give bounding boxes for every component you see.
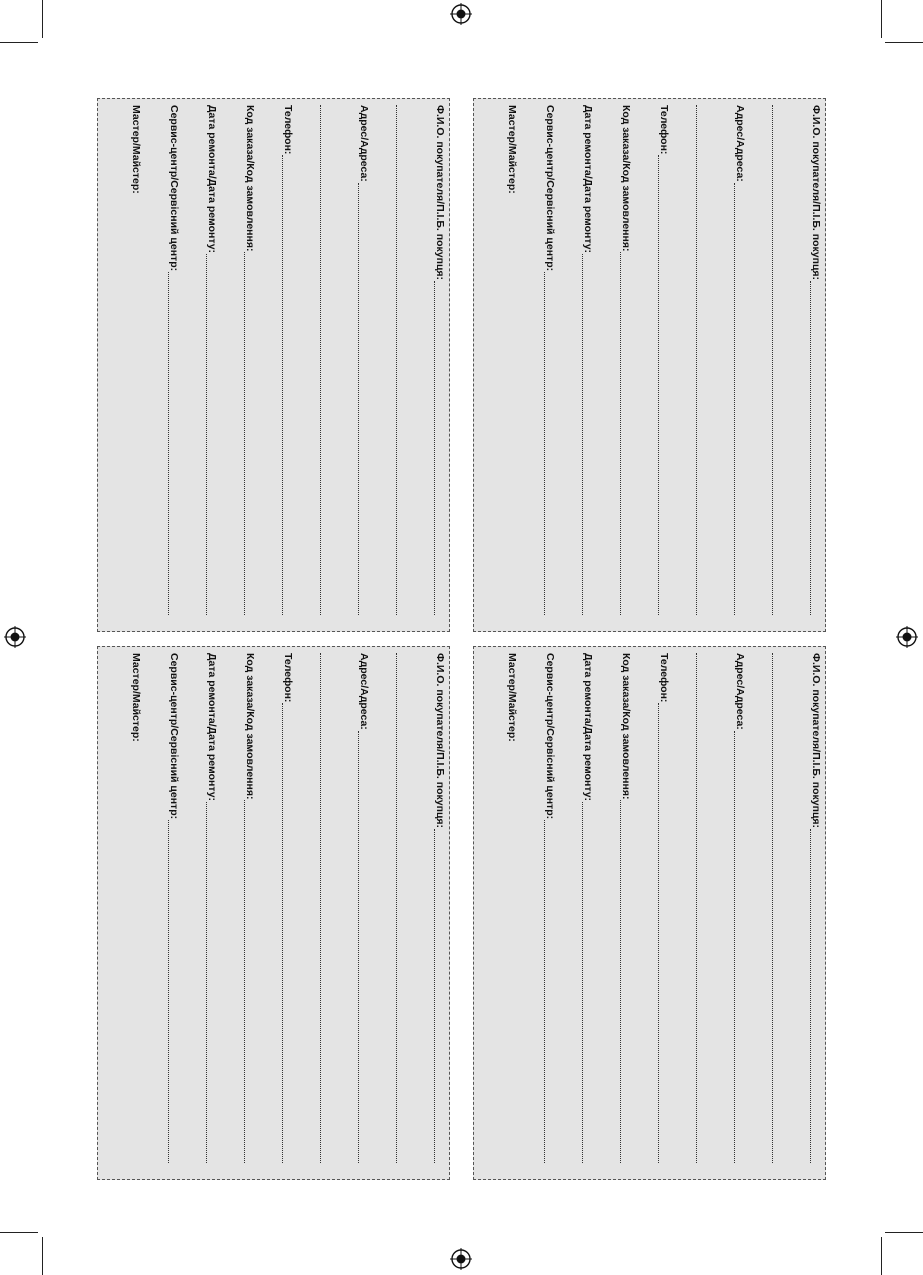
repair-date-field[interactable]: Дата ремонта/Дата ремонту:: [582, 105, 597, 615]
fill-line: [582, 802, 594, 1163]
repair-coupon: [473, 98, 826, 632]
address-field[interactable]: Адрес/Адреса:: [734, 653, 749, 1163]
crop-mark: [0, 42, 38, 43]
fill-line: [244, 800, 256, 1163]
fill-line: [396, 653, 408, 1163]
fill-line: [320, 105, 332, 615]
fill-line: [810, 281, 822, 615]
fill-line: [168, 272, 180, 615]
order-code-field[interactable]: Код заказа/Код замовлення:: [620, 653, 635, 1163]
phone-field[interactable]: Телефон:: [658, 653, 673, 1163]
fill-line: [434, 829, 446, 1163]
fill-line: [320, 653, 332, 1163]
buyer-field[interactable]: Ф.И.О. покупателя/П.І.Б. покупця:: [434, 105, 449, 615]
crop-mark: [885, 1232, 923, 1233]
order-code-field[interactable]: Код заказа/Код замовлення:: [244, 653, 259, 1163]
repair-date-field[interactable]: Дата ремонта/Дата ремонту:: [582, 653, 597, 1163]
coupon-fields: [98, 647, 450, 1180]
coupon-fields: [474, 647, 826, 1180]
fill-line: [696, 653, 708, 1163]
address-field[interactable]: Адрес/Адреса:: [358, 653, 373, 1163]
fill-line: [734, 183, 746, 615]
master-field[interactable]: Мастер/Майстер:: [506, 653, 518, 742]
fill-line: [620, 800, 632, 1163]
coupon-fields: [98, 99, 450, 632]
service-center-field[interactable]: Сервис-центр/Сервісний центр:: [544, 105, 559, 615]
crop-mark: [881, 0, 882, 38]
buyer-field[interactable]: Ф.И.О. покупателя/П.І.Б. покупця:: [810, 653, 825, 1163]
order-code-field[interactable]: Код заказа/Код замовлення:: [244, 105, 259, 615]
fill-line: [620, 252, 632, 615]
fill-line: [282, 703, 294, 1163]
repair-coupon: [97, 98, 450, 632]
buyer-field-continuation[interactable]: [772, 653, 787, 1163]
address-field-continuation[interactable]: [696, 653, 711, 1163]
fill-line: [244, 252, 256, 615]
buyer-field-continuation[interactable]: [396, 653, 411, 1163]
fill-line: [396, 105, 408, 615]
address-field-continuation[interactable]: [696, 105, 711, 615]
registration-mark-icon: [450, 3, 472, 25]
crop-mark: [885, 42, 923, 43]
repair-date-field[interactable]: Дата ремонта/Дата ремонту:: [206, 653, 221, 1163]
fill-line: [772, 653, 784, 1163]
fill-line: [658, 703, 670, 1163]
repair-coupon: [97, 646, 450, 1180]
fill-line: [434, 281, 446, 615]
fill-line: [206, 254, 218, 615]
buyer-field[interactable]: Ф.И.О. покупателя/П.І.Б. покупця:: [810, 105, 825, 615]
service-center-field[interactable]: Сервис-центр/Сервісний центр:: [168, 105, 183, 615]
fill-line: [734, 731, 746, 1163]
master-field[interactable]: Мастер/Майстер:: [506, 105, 518, 194]
fill-line: [544, 272, 556, 615]
address-field-continuation[interactable]: [320, 105, 335, 615]
buyer-field-continuation[interactable]: [396, 105, 411, 615]
buyer-field[interactable]: Ф.И.О. покупателя/П.І.Б. покупця:: [434, 653, 449, 1163]
coupon-fields: [474, 99, 826, 632]
fill-line: [282, 155, 294, 615]
fill-line: [696, 105, 708, 615]
fill-line: [206, 802, 218, 1163]
registration-mark-icon: [4, 626, 26, 648]
fill-line: [772, 105, 784, 615]
repair-date-field[interactable]: Дата ремонта/Дата ремонту:: [206, 105, 221, 615]
registration-mark-icon: [450, 1248, 472, 1270]
fill-line: [358, 183, 370, 615]
fill-line: [658, 155, 670, 615]
crop-mark: [42, 0, 43, 38]
crop-mark: [0, 1232, 38, 1233]
fill-line: [582, 254, 594, 615]
phone-field[interactable]: Телефон:: [282, 653, 297, 1163]
order-code-field[interactable]: Код заказа/Код замовлення:: [620, 105, 635, 615]
master-field[interactable]: Мастер/Майстер:: [130, 105, 142, 194]
service-center-field[interactable]: Сервис-центр/Сервісний центр:: [168, 653, 183, 1163]
address-field[interactable]: Адрес/Адреса:: [358, 105, 373, 615]
address-field-continuation[interactable]: [320, 653, 335, 1163]
fill-line: [168, 820, 180, 1163]
crop-mark: [42, 1237, 43, 1275]
phone-field[interactable]: Телефон:: [282, 105, 297, 615]
repair-coupon: [473, 646, 826, 1180]
buyer-field-continuation[interactable]: [772, 105, 787, 615]
fill-line: [544, 820, 556, 1163]
crop-mark: [881, 1237, 882, 1275]
master-field[interactable]: Мастер/Майстер:: [130, 653, 142, 742]
address-field[interactable]: Адрес/Адреса:: [734, 105, 749, 615]
fill-line: [810, 829, 822, 1163]
registration-mark-icon: [896, 626, 918, 648]
service-center-field[interactable]: Сервис-центр/Сервісний центр:: [544, 653, 559, 1163]
fill-line: [358, 731, 370, 1163]
phone-field[interactable]: Телефон:: [658, 105, 673, 615]
